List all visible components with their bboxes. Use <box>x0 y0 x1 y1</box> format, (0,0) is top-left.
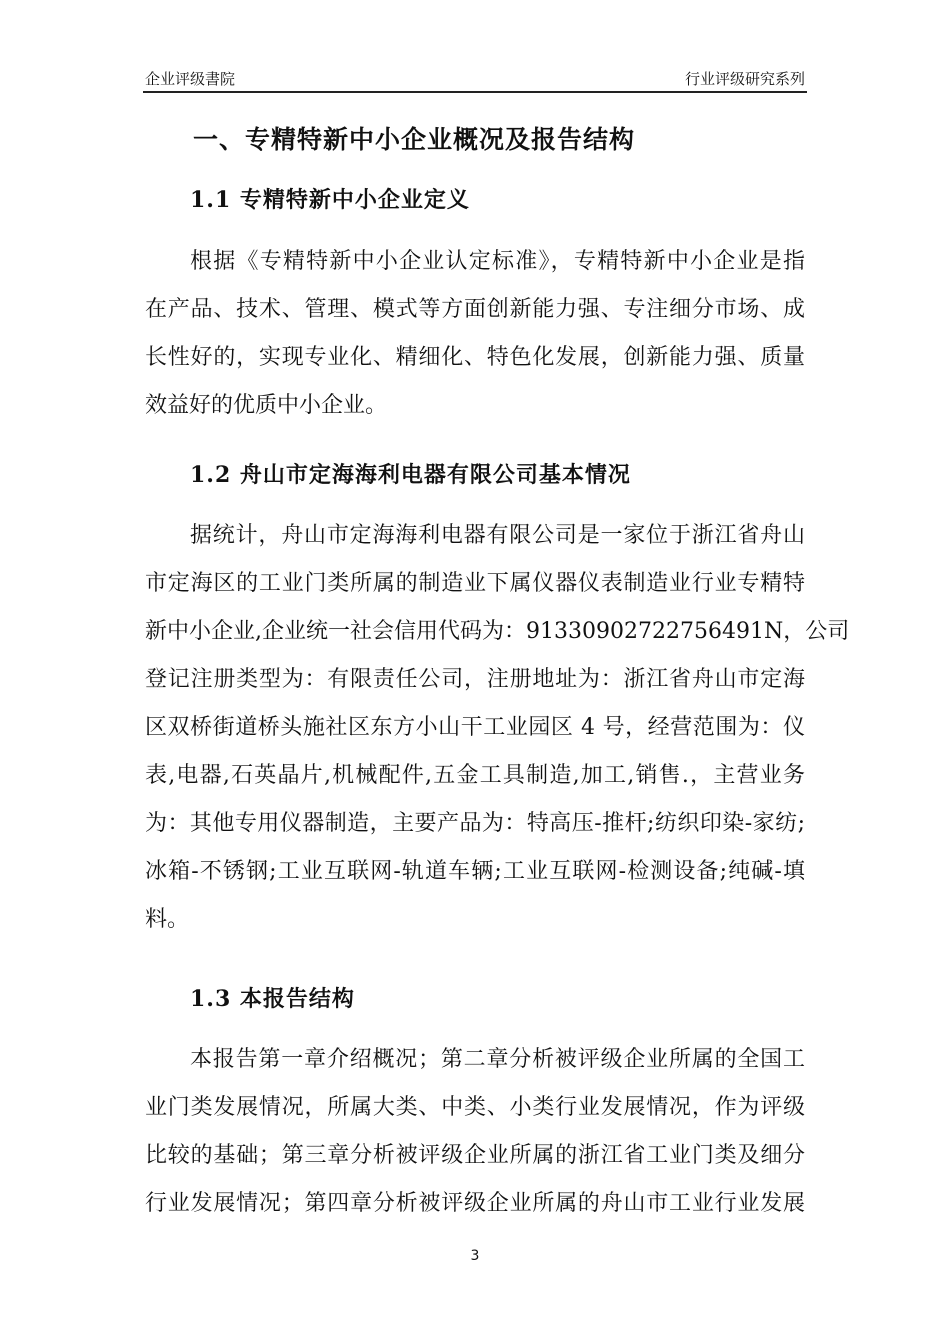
paragraph-line: 效益好的优质中小企业。 <box>145 393 388 418</box>
chapter-title: 一、专精特新中小企业概况及报告结构 <box>193 125 636 154</box>
page-number: 3 <box>470 1248 480 1264</box>
paragraph-line: 新中小企业,企业统一社会信用代码为：91330902722756491N，公司 <box>145 619 850 644</box>
paragraph-line: 据统计，舟山市定海海利电器有限公司是一家位于浙江省舟山 <box>190 523 805 548</box>
paragraph-line: 比较的基础；第三章分析被评级企业所属的浙江省工业门类及细分 <box>145 1143 805 1168</box>
paragraph-line: 长性好的，实现专业化、精细化、特色化发展，创新能力强、质量 <box>145 345 805 370</box>
paragraph-line: 根据《专精特新中小企业认定标准》，专精特新中小企业是指 <box>190 249 805 274</box>
section-heading-1-2: 1.2 舟山市定海海利电器有限公司基本情况 <box>190 462 631 488</box>
section-heading-1-1: 1.1 专精特新中小企业定义 <box>190 187 470 213</box>
paragraph-line: 登记注册类型为：有限责任公司，注册地址为：浙江省舟山市定海 <box>145 667 805 692</box>
section-heading-1-3: 1.3 本报告结构 <box>190 986 355 1012</box>
paragraph-line: 业门类发展情况，所属大类、中类、小类行业发展情况，作为评级 <box>145 1095 805 1120</box>
paragraph-line: 行业发展情况；第四章分析被评级企业所属的舟山市工业行业发展 <box>145 1191 805 1216</box>
paragraph-line: 本报告第一章介绍概况；第二章分析被评级企业所属的全国工 <box>190 1047 805 1072</box>
paragraph-line: 表,电器,石英晶片,机械配件,五金工具制造,加工,销售.，主营业务 <box>145 763 805 788</box>
header-right: 行业评级研究系列 <box>684 70 805 88</box>
paragraph-line: 区双桥街道桥头施社区东方小山干工业园区 4 号，经营范围为：仪 <box>145 715 805 740</box>
paragraph-line: 为：其他专用仪器制造，主要产品为：特高压-推杆;纺织印染-家纺; <box>145 811 805 836</box>
paragraph-line: 市定海区的工业门类所属的制造业下属仪器仪表制造业行业专精特 <box>145 571 805 596</box>
header-rule <box>143 91 807 93</box>
paragraph-line: 料。 <box>145 907 190 932</box>
paragraph-line: 冰箱-不锈钢;工业互联网-轨道车辆;工业互联网-检测设备;纯碱-填 <box>145 859 805 884</box>
paragraph-line: 在产品、技术、管理、模式等方面创新能力强、专注细分市场、成 <box>145 297 805 322</box>
header-left: 企业评级書院 <box>145 70 236 88</box>
